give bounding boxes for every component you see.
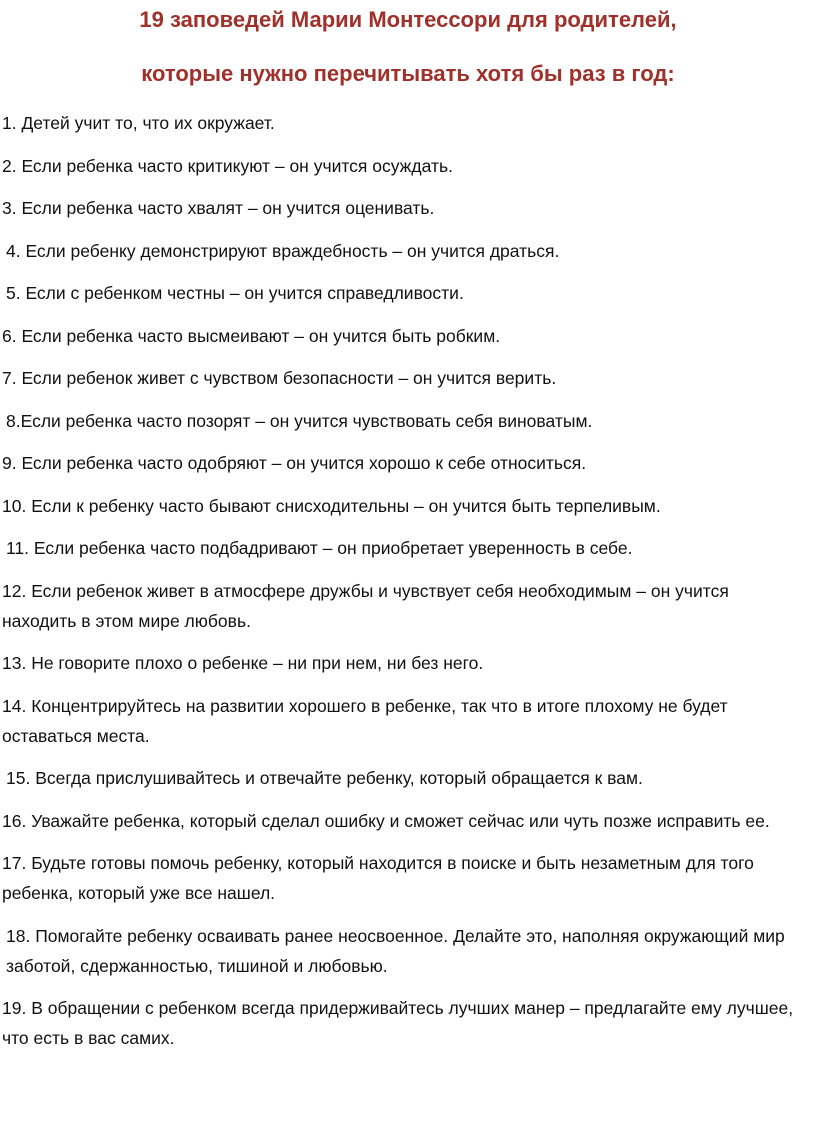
list-item: 1. Детей учит то, что их окружает. [2,113,275,133]
list-item: 18. Помогайте ребенку осваивать ранее неосвоенное. Делайте это, наполняя окружающий мир заботой, сдержанностью, тишиной и любовью. [6,925,785,976]
list-item: 3. Если ребенка часто хвалят – он учится оценивать. [2,198,435,218]
list-item: 11. Если ребенка часто подбадривают – он приобретает уверенность в себе. [6,538,633,558]
list-item: 9. Если ребенка часто одобряют – он учится хорошо к себе относиться. [2,453,587,473]
list-item: 16. Уважайте ребенка, который сделал ошибку и сможет сейчас или чуть позже исправить ее. [2,810,770,831]
title-line-1: 19 заповедей Марии Монтессори для родителей, [139,7,677,32]
list-item: 13. Не говорите плохо о ребенке – ни при нем, ни без него. [2,653,484,673]
list-item: 8.Если ребенка часто позорят – он учится чувствовать себя виноватым. [6,410,593,431]
list-item: 10. Если к ребенку часто бывают снисходительны – он учится быть терпеливым. [2,495,661,516]
list-item: 5. Если с ребенком честны – он учится справедливости. [6,283,464,303]
title-line-2: которые нужно перечитывать хотя бы раз в год: [141,61,675,86]
list-item: 12. Если ребенок живет в атмосфере дружбы и чувствует себя необходимым – он учится находить в этом мире любовь. [2,580,729,631]
list-item: 14. Концентрируйтесь на развитии хорошего в ребенке, так что в итоге плохому не будет оставаться места. [2,695,728,746]
list-item: 19. В обращении с ребенком всегда придерживайтесь лучших манер – предлагайте ему лучшее, что есть в вас самих. [2,998,794,1048]
commandments-list [2,108,802,1066]
list-item: 17. Будьте готовы помочь ребенку, который находится в поиске и быть незаметным для того ребенка, который уже все нашел. [2,853,754,903]
list-item: 2. Если ребенка часто критикуют – он учится осуждать. [2,155,453,176]
list-item: 15. Всегда прислушивайтесь и отвечайте ребенку, который обращается к вам. [6,768,643,788]
list-item: 6. Если ребенка часто высмеивают – он учится быть робким. [2,325,501,346]
list-item: 7. Если ребенок живет с чувством безопасности – он учится верить. [2,368,557,388]
list-item: 4. Если ребенку демонстрируют враждебность – он учится драться. [6,240,560,261]
